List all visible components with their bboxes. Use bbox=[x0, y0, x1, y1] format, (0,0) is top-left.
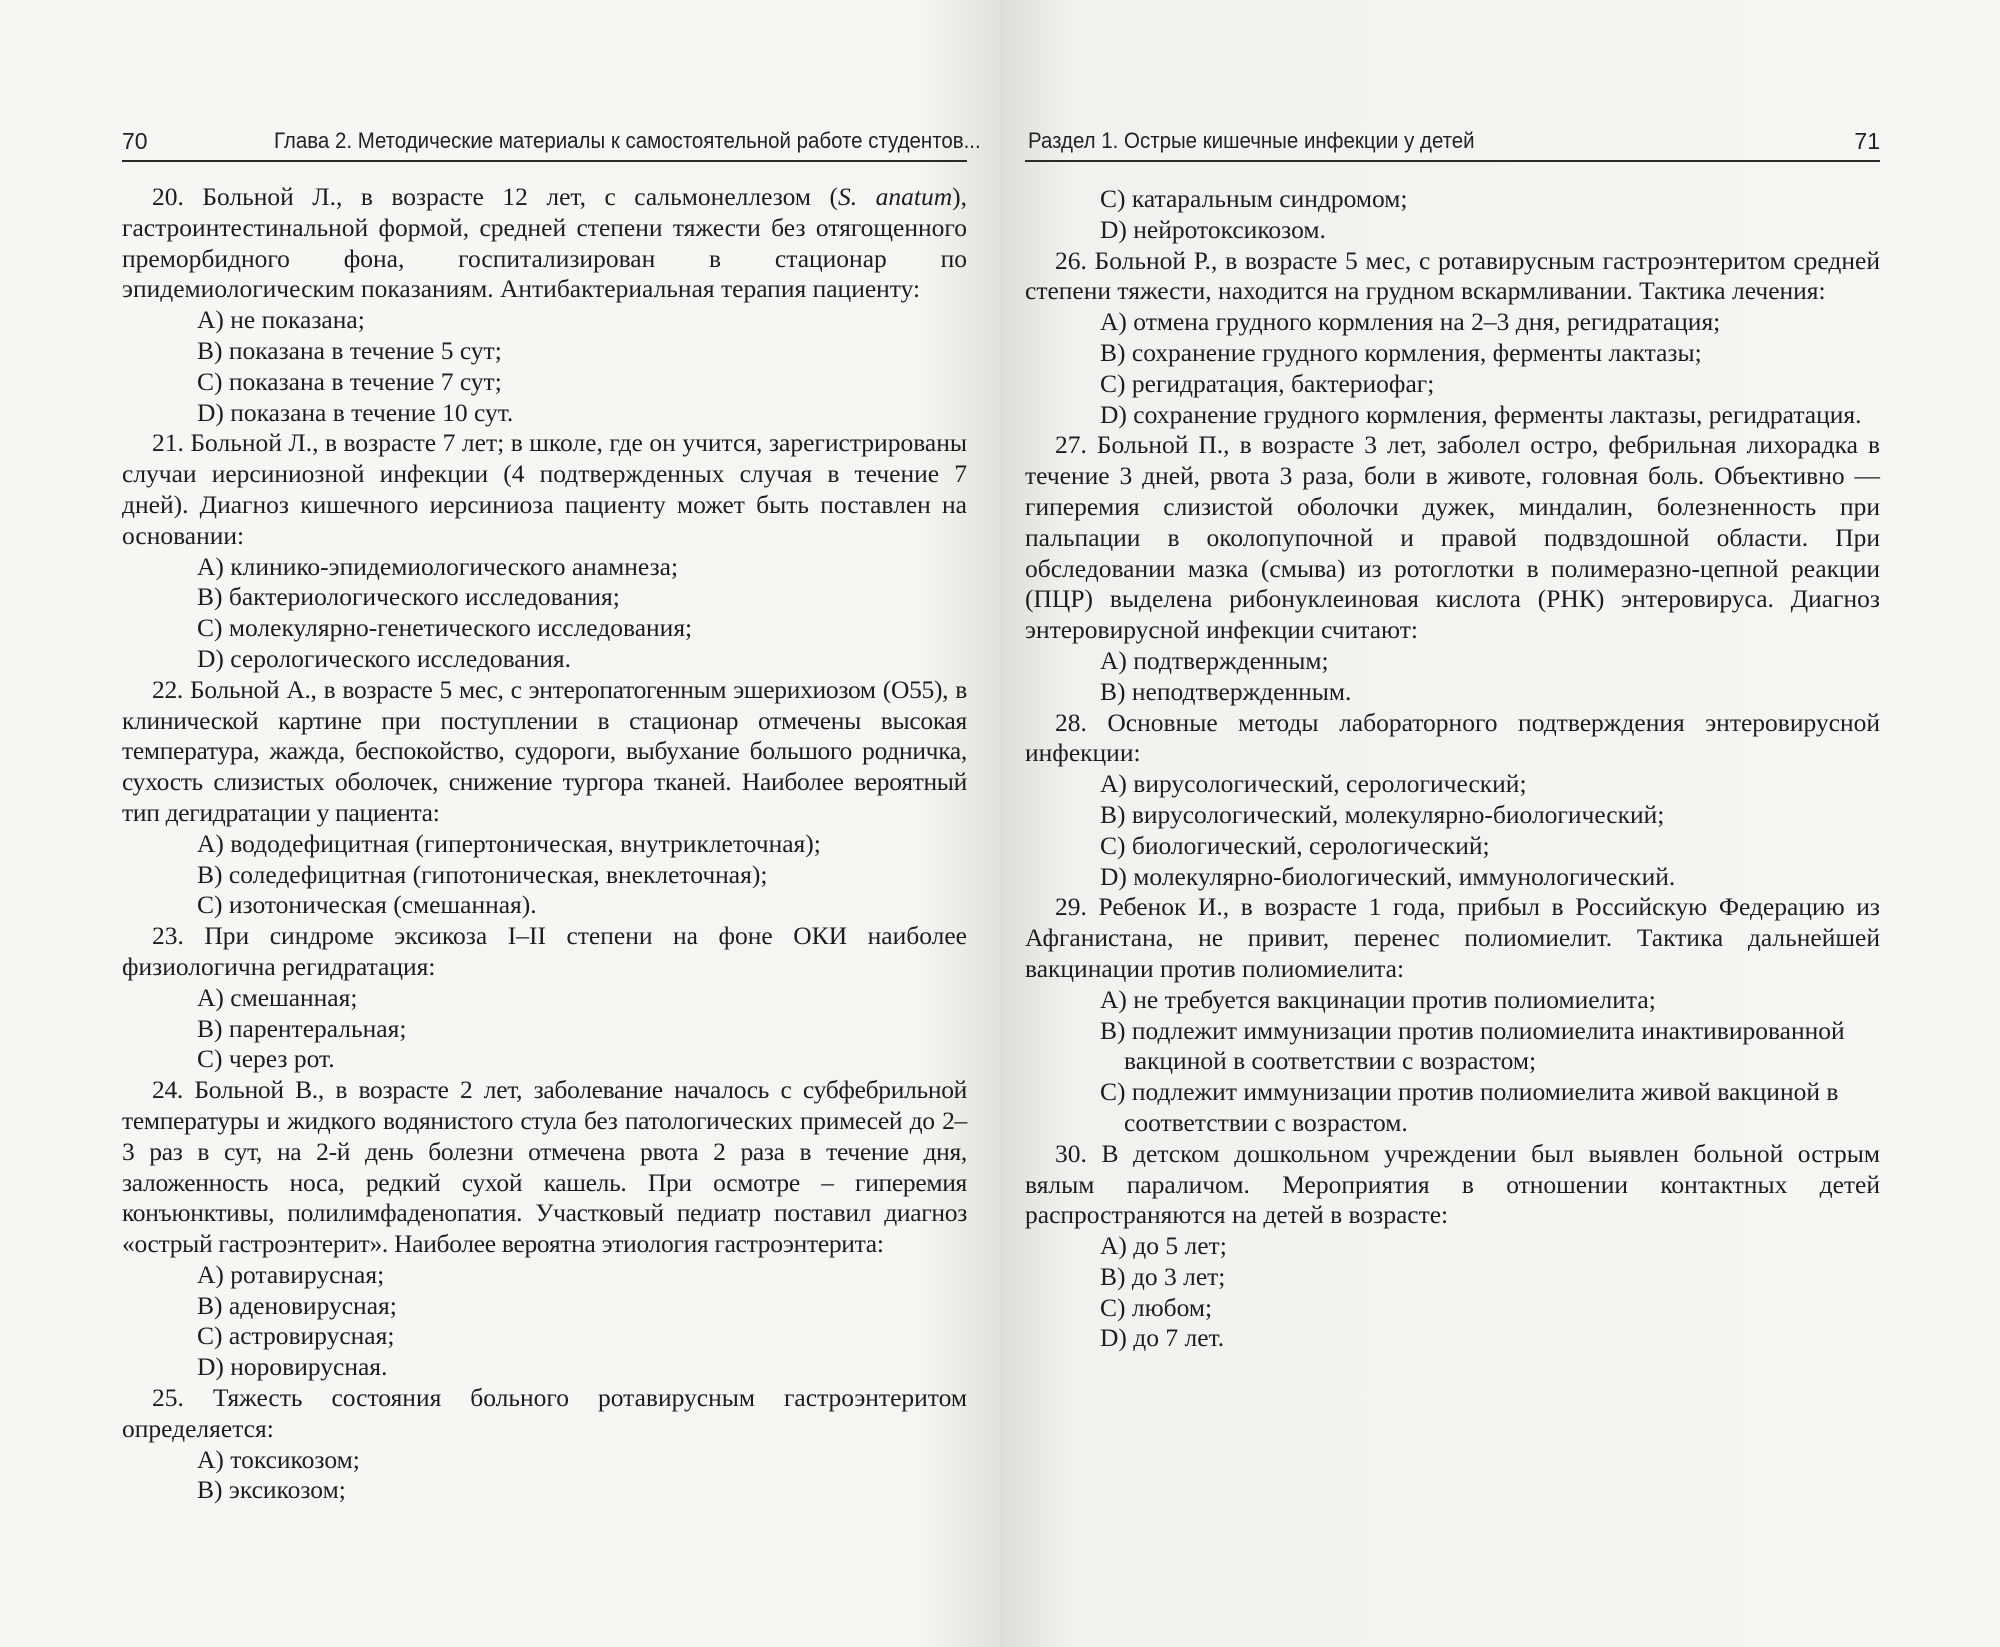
question-stem: 23. При синдроме эксикоза I–II степени на фоне ОКИ наиболее физиологична регидратация: bbox=[122, 921, 967, 981]
answer-option: D) сохранение грудного кормления, ферменты лактазы, регидратация. bbox=[1100, 399, 1862, 429]
question-29 bbox=[1025, 892, 1880, 1138]
question-27 bbox=[1025, 430, 1880, 707]
left-running-title: Глава 2. Методические материалы к самостоятельной работе студентов... bbox=[274, 128, 981, 153]
answer-option: B) показана в течение 5 сут; bbox=[197, 335, 502, 365]
question-stem: 27. Больной П., в возрасте 3 лет, заболел остро, фебрильная лихорадка в течение 3 дней, рвота 3 раза, боли в животе, головная боль. Объективно — гиперемия слизистой оболочки дужек, миндалин, болезненность при пальпации в околопупочной и правой подвздошной области. При обследовании мазка (смыва) из ротоглотки в полимеразно-цепной реакции (ПЦР) выделена рибонуклеиновая кислота (РНК) энтеровируса. Диагноз энтеровирусной инфекции считают: bbox=[1025, 430, 1880, 645]
answer-option: A) ротавирусная; bbox=[197, 1259, 385, 1289]
right-page-number: 71 bbox=[1854, 128, 1880, 154]
question-stem: 21. Больной Л., в возрасте 7 лет; в школе, где он учится, зарегистрированы случаи иерсиниозной инфекции (4 подтвержденных случая в течение 7 дней). Диагноз кишечного иерсиниоза пациенту может быть поставлен на основании: bbox=[122, 428, 967, 550]
answer-option: B) неподтвержденным. bbox=[1100, 676, 1352, 706]
question-30 bbox=[1025, 1139, 1880, 1355]
question-21 bbox=[122, 428, 967, 674]
question-stem: 29. Ребенок И., в возрасте 1 года, прибыл в Российскую Федерацию из Афганистана, не привит, перенес полиомиелит. Тактика дальнейшей вакцинации против полиомиелита: bbox=[1025, 892, 1880, 983]
answer-option: A) до 5 лет; bbox=[1100, 1231, 1227, 1261]
answer-option: D) норовирусная. bbox=[197, 1352, 388, 1382]
answer-option: C) биологический, серологический; bbox=[1100, 830, 1490, 860]
answer-option: B) вирусологический, молекулярно-биологический; bbox=[1100, 799, 1665, 829]
answer-option: A) не показана; bbox=[197, 305, 365, 335]
answer-option: C) регидратация, бактериофаг; bbox=[1100, 368, 1435, 398]
question-28 bbox=[1025, 708, 1880, 893]
answer-option: A) клинико-эпидемиологического анамнеза; bbox=[197, 551, 679, 581]
answer-option: A) токсикозом; bbox=[197, 1444, 360, 1474]
left-text-column bbox=[122, 182, 967, 1506]
answer-option: A) смешанная; bbox=[197, 982, 358, 1012]
answer-option: A) отмена грудного кормления на 2–3 дня, регидратация; bbox=[1100, 307, 1721, 337]
right-page bbox=[1000, 0, 2000, 1647]
question-stem: 25. Тяжесть состояния больного ротавирусным гастроэнтеритом определяется: bbox=[122, 1383, 967, 1443]
question-25-continued bbox=[1025, 184, 1880, 246]
answer-option: B) подлежит иммунизации против полиомиелита инактивированной вакциной в соответствии с возрастом; bbox=[1100, 1015, 1845, 1076]
question-26 bbox=[1025, 246, 1880, 431]
answer-option: D) до 7 лет. bbox=[1100, 1323, 1225, 1353]
question-24 bbox=[122, 1075, 967, 1383]
right-text-column bbox=[1025, 184, 1880, 1354]
answer-option: C) изотоническая (смешанная). bbox=[197, 890, 537, 920]
question-stem: 28. Основные методы лабораторного подтверждения энтеровирусной инфекции: bbox=[1025, 707, 1880, 768]
answer-option: D) показана в течение 10 сут. bbox=[197, 397, 514, 427]
question-23 bbox=[122, 921, 967, 1075]
question-stem: 22. Больной А., в возрасте 5 мес, с энтеропатогенным эшерихиозом (O55), в клинической картине при поступлении в стационар отмечены высокая температура, жажда, беспокойство, судороги, выбухание большого родничка, сухость слизистых оболочек, снижение тургора тканей. Наиболее вероятный тип дегидратации у пациента: bbox=[122, 674, 967, 827]
question-stem: 30. В детском дошкольном учреждении был выявлен больной острым вялым параличом. Мероприятия в отношении контактных детей распространяются на детей в возрасте: bbox=[1025, 1138, 1880, 1230]
question-stem: 20. Больной Л., в возрасте 12 лет, с сальмонеллезом (S. anatum), гастроинтестинальной формой, средней степени тяжести без отягощенного преморбидного фона, госпитализирован в стационар по эпидемиологическим показаниям. Антибактериальная терапия пациенту: bbox=[122, 182, 968, 304]
answer-option: C) подлежит иммунизации против полиомиелита живой вакциной в соответствии с возрастом. bbox=[1100, 1077, 1839, 1137]
answer-option: B) аденовирусная; bbox=[197, 1290, 397, 1320]
question-stem: 26. Больной Р., в возрасте 5 мес, с ротавирусным гастроэнтеритом средней степени тяжести, находится на грудном вскармливании. Тактика лечения: bbox=[1025, 245, 1880, 306]
answer-option: A) подтвержденным; bbox=[1100, 645, 1329, 675]
question-stem: 24. Больной В., в возрасте 2 лет, заболевание началось с субфебрильной температуры и жидкого водянистого стула без патологических примесей до 2–3 раз в сут, на 2-й день болезни отмечена рвота 2 раза в течение дня, заложенность носа, редкий сухой кашель. При осмотре – гиперемия конъюнктивы, полилимфаденопатия. Участковый педиатр поставил диагноз «острый гастроэнтерит». Наиболее вероятна этиология гастроэнтерита: bbox=[122, 1075, 967, 1259]
answer-option: D) серологического исследования. bbox=[197, 643, 571, 673]
answer-option: C) астровирусная; bbox=[197, 1321, 395, 1351]
question-20 bbox=[122, 182, 967, 428]
left-running-head bbox=[122, 126, 981, 162]
answer-option: A) не требуется вакцинации против полиомиелита; bbox=[1100, 984, 1656, 1014]
answer-option: D) нейротоксикозом. bbox=[1100, 214, 1326, 244]
answer-option: B) бактериологического исследования; bbox=[197, 582, 620, 612]
answer-option: B) до 3 лет; bbox=[1100, 1261, 1226, 1291]
right-running-head bbox=[1025, 126, 1880, 162]
answer-option: B) соледефицитная (гипотоническая, внеклеточная); bbox=[197, 859, 768, 889]
answer-option: D) молекулярно-биологический, иммунологический. bbox=[1100, 861, 1676, 891]
question-25 bbox=[122, 1383, 967, 1506]
answer-option: A) вододефицитная (гипертоническая, внутриклеточная); bbox=[197, 828, 821, 858]
answer-option: A) вирусологический, серологический; bbox=[1100, 769, 1527, 799]
answer-option: C) молекулярно-генетического исследования; bbox=[197, 613, 693, 643]
answer-option: C) любом; bbox=[1100, 1292, 1213, 1322]
answer-option: C) катаральным синдромом; bbox=[1100, 184, 1408, 213]
answer-option: B) парентеральная; bbox=[197, 1013, 407, 1043]
answer-option: B) эксикозом; bbox=[197, 1475, 346, 1505]
answer-option: C) через рот. bbox=[197, 1044, 335, 1074]
question-22 bbox=[122, 675, 967, 921]
answer-option: C) показана в течение 7 сут; bbox=[197, 366, 502, 396]
left-page-number: 70 bbox=[122, 128, 148, 154]
answer-option: B) сохранение грудного кормления, ферменты лактазы; bbox=[1100, 337, 1702, 367]
right-running-title: Раздел 1. Острые кишечные инфекции у детей bbox=[1028, 128, 1475, 153]
